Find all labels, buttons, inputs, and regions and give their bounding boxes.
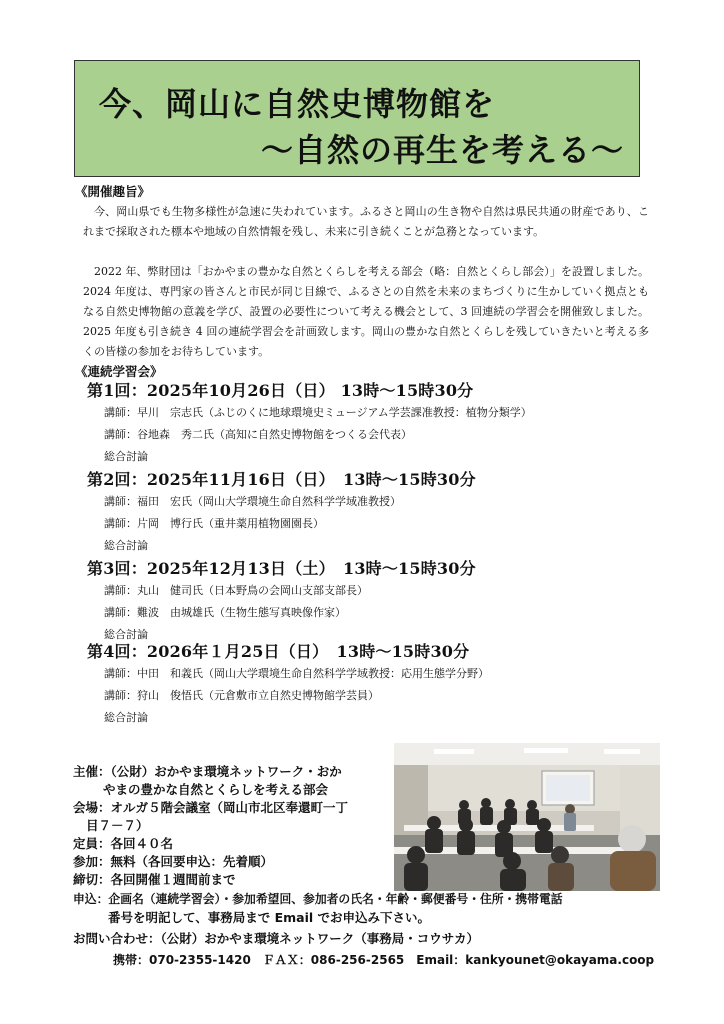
lecturer: 講師：中田 和義氏（岡山大学環境生命自然科学学域教授：応用生態学分野） [104, 667, 489, 680]
purpose-paragraph-1: 今、岡山県でも生物多様性が急速に失われています。ふるさと岡山の生き物や自然は県民共通の財産であり、これまで採取された標本や地域の自然情報を残し、未来に引き続くことが急務となっています。 [83, 205, 649, 238]
fee: 参加：無料（各回要申込：先着順） [73, 854, 274, 869]
apply-line-1: 申込：企画名（連続学習会）・参加希望回、参加者の氏名・年齢・郵便番号・住所・携帯電話 [73, 892, 563, 906]
discussion: 総合討論 [104, 628, 148, 641]
lecturer: 講師：片岡 博行氏（重井薬用植物園園長） [104, 517, 324, 530]
title-line-1: 今、岡山に自然史博物館を [99, 85, 496, 123]
title-banner [74, 60, 640, 177]
discussion: 総合討論 [104, 539, 148, 552]
title-line-2: ～自然の再生を考える～ [261, 131, 625, 169]
lecturer: 講師：丸山 健司氏（日本野鳥の会岡山支部支部長） [104, 584, 368, 597]
capacity: 定員：各回４０名 [73, 836, 174, 851]
purpose-heading: 《開催趣旨》 [75, 184, 151, 199]
deadline: 締切：各回開催１週間前まで [73, 872, 236, 887]
series-heading: 《連続学習会》 [75, 364, 163, 379]
lecturer: 講師：谷地森 秀二氏（高知に自然史博物館をつくる会代表） [104, 428, 412, 441]
lecturer: 講師：福田 宏氏（岡山大学環境生命自然科学学域准教授） [104, 495, 401, 508]
organizer-line-1: 主催：（公財）おかやま環境ネットワーク・おか [73, 764, 342, 779]
discussion: 総合討論 [104, 450, 148, 463]
organizer-line-2: やまの豊かな自然とくらしを考える部会 [103, 782, 329, 797]
phone-fax-email: 携帯：070-2355-1420 ＦＡＸ：086-256-2565 Email：kankyounet@okayama.coop [113, 953, 655, 967]
apply-line-2: 番号を明記して、事務局まで Email でお申込み下さい。 [108, 910, 431, 925]
contact: お問い合わせ：（公財）おかやま環境ネットワーク（事務局・コウサカ） [73, 931, 480, 946]
venue-line-2: 目７－７） [86, 818, 149, 833]
discussion: 総合討論 [104, 711, 148, 724]
lecturer: 講師：狩山 俊悟氏（元倉敷市立自然史博物館学芸員） [104, 689, 379, 702]
session-header: 第2回：2025年11月16日（日） 13時～15時30分 [87, 470, 476, 489]
seminar-photo [394, 743, 660, 891]
lecturer: 講師：難波 由城雄氏（生物生態写真映像作家） [104, 606, 346, 619]
purpose-paragraph-2: 2022 年、弊財団は「おかやまの豊かな自然とくらしを考える部会（略：自然とくらし部会）」を設置しました。2024 年度は、専門家の皆さんと市民が同じ目線で、ふるさとの自然を未来のまちづくりに生かしていく拠点ともなる自然史博物館の意義を学び、設置の必要性について考える機会として、3 回連続の学習会を開催致しました。2025 年度も引き続き 4 回の連続学習会を計画致します。岡山の豊かな自然とくらしを残していきたいと考える多くの皆様の参加をお待ちしています。 [83, 265, 649, 358]
session-header: 第1回：2025年10月26日（日） 13時～15時30分 [87, 381, 474, 400]
lecturer: 講師：早川 宗志氏（ふじのくに地球環境史ミュージアム学芸課准教授：植物分類学） [104, 406, 532, 419]
venue-line-1: 会場：オルガ５階会議室（岡山市北区奉還町一丁 [73, 800, 349, 815]
session-header: 第3回：2025年12月13日（土） 13時～15時30分 [87, 559, 476, 578]
session-header: 第4回：2026年１月25日（日） 13時～15時30分 [87, 642, 470, 661]
